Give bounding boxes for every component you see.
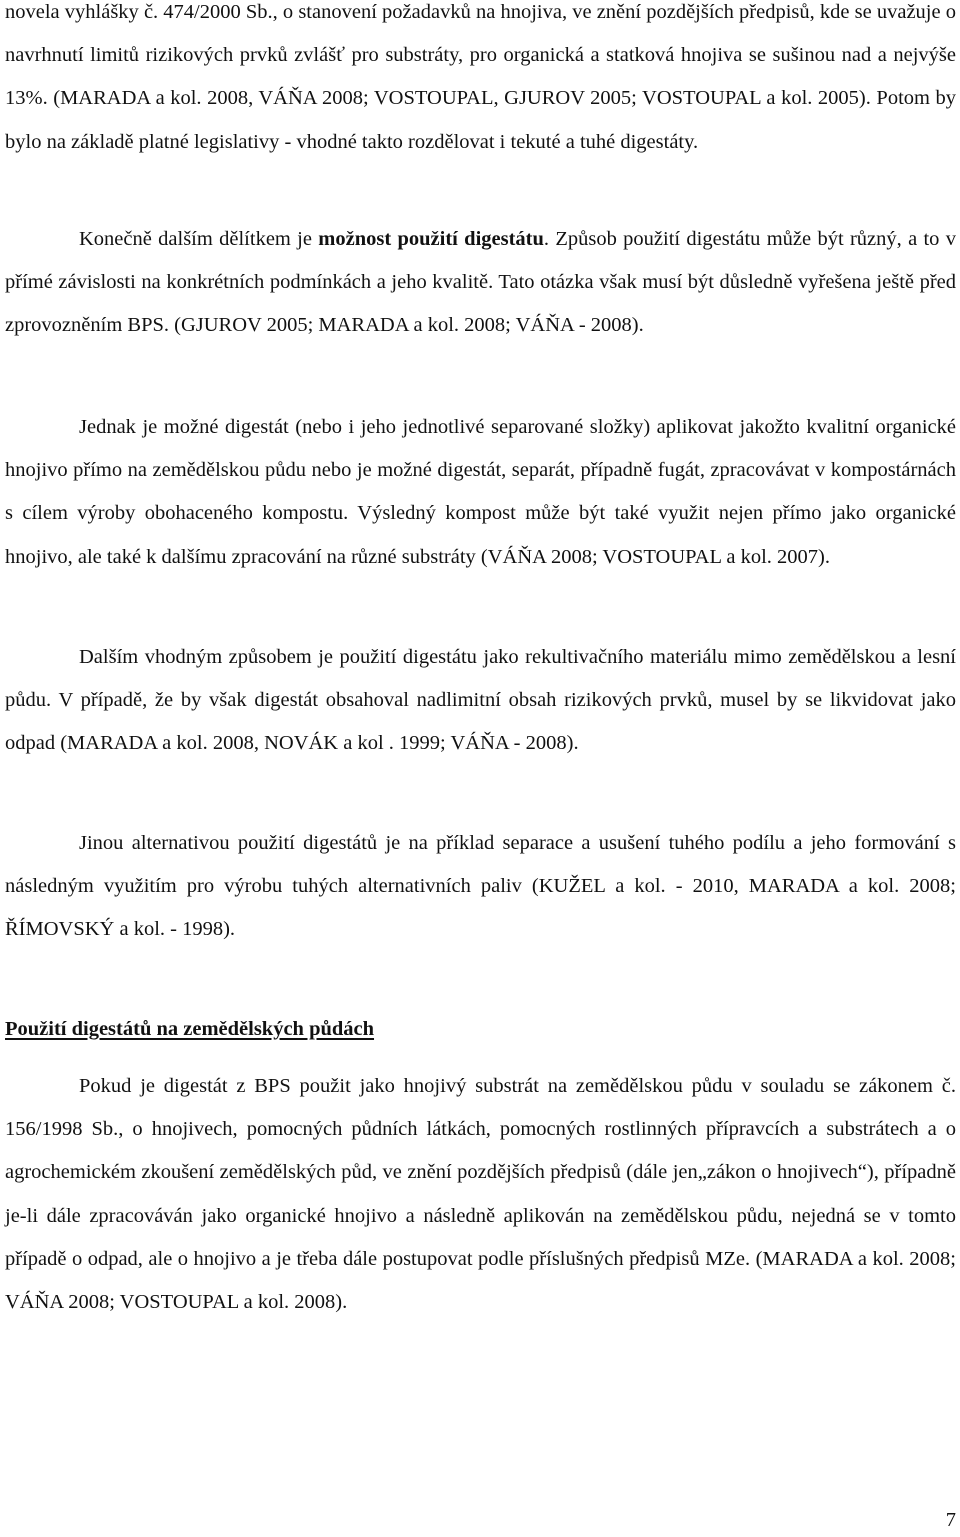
paragraph-recultivation: Dalším vhodným způsobem je použití digestátu jako rekultivačního materiálu mimo zemědělskou a lesní půdu. V případě, že by však digestát obsahoval nadlimitní obsah rizikových prvků, musel by se likvidovat jako odpad (MARADA a kol. 2008, NOVÁK a kol . 1999; VÁŇA - 2008). xyxy=(5,646,956,755)
paragraph-digestate-use-intro: Konečně dalším dělítkem je xyxy=(79,228,319,250)
paragraph-fertilizer-regulation: novela vyhlášky č. 474/2000 Sb., o stanovení požadavků na hnojiva, ve znění pozdějších předpisů, kde se uvažuje o navrhnutí limitů rizikových prvků zvlášť pro substráty, pro organická a statková hnojiva se sušinou nad a nejvýše 13%. (MARADA a kol. 2008, VÁŇA 2008; VOSTOUPAL, GJUROV 2005; VOSTOUPAL a kol. 2005). Potom by bylo na základě platné legislativy - vhodné takto rozdělovat i tekuté a tuhé digestáty. xyxy=(5,1,956,153)
paragraph-agricultural-soil: Pokud je digestát z BPS použit jako hnojivý substrát na zemědělskou půdu v souladu se zákonem č. 156/1998 Sb., o hnojivech, pomocných půdních látkách, pomocných rostlinných přípravcích a substrátech a o agrochemickém zkoušení zemědělských půd, ve znění pozdějších předpisů (dále jen„zákon o hnojivech“), případně je-li dále zpracováván jako organické hnojivo a následně aplikován na zemědělskou půdu, nejedná se v tomto případě o odpad, ale o hnojivo a je třeba dále postupovat podle příslušných předpisů MZe. (MARADA a kol. 2008; VÁŇA 2008; VOSTOUPAL a kol. 2008). xyxy=(5,1075,956,1314)
paragraph-organic-fertilizer: Jednak je možné digestát (nebo i jeho jednotlivé separované složky) aplikovat jakožto kvalitní organické hnojivo přímo na zemědělskou půdu nebo je možné digestát, separát, případně fugát, zpracovávat v kompostárnách s cílem výroby obohaceného kompostu. Výsledný kompost může být také využit nejen přímo jako organické hnojivo, ale také k dalšímu zpracování na různé substráty (VÁŇA 2008; VOSTOUPAL a kol. 2007). xyxy=(5,416,956,568)
page-number: 7 xyxy=(945,1509,956,1531)
paragraph-solid-fuels: Jinou alternativou použití digestátů je na příklad separace a usušení tuhého podílu a jeho formování s následným využitím pro výrobu tuhých alternativních paliv (KUŽEL a kol. - 2010, MARADA a kol. 2008; ŘÍMOVSKÝ a kol. - 1998). xyxy=(5,832,956,941)
paragraph-digestate-use xyxy=(5,218,956,348)
paragraph-digestate-use-rest: . Způsob použití digestátu může být různý, a to v přímé závislosti na konkrétních podmínkách a jeho kvalitě. Tato otázka však musí být důsledně vyřešena ještě před zprovozněním BPS. (GJUROV 2005; MARADA a kol. 2008; VÁŇA - 2008). xyxy=(5,228,956,337)
digestate-use-emphasis: možnost použití digestátu xyxy=(318,228,544,250)
section-heading: Použití digestátů na zemědělských půdách xyxy=(5,1018,375,1040)
